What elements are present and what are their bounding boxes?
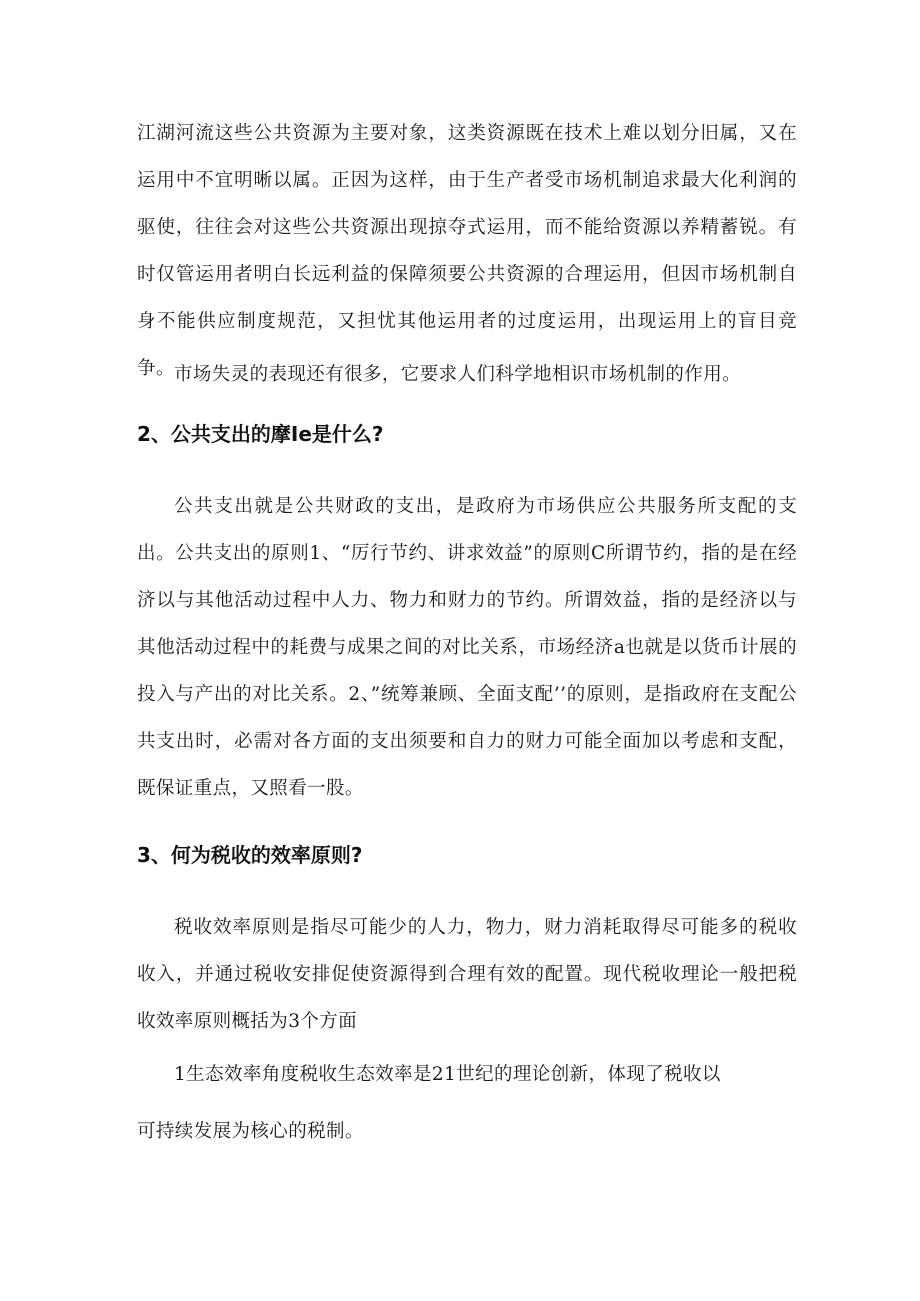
paragraph-sustainable-tax: 可持续发展为核心的税制。 bbox=[137, 1121, 364, 1142]
heading-question-3: 3、何为税收的效率原则? bbox=[137, 843, 363, 867]
paragraph-market-failure: 市场失灵的表现还有很多，它要求人们科学地相识市场机制的作用。 bbox=[174, 364, 742, 385]
paragraph-tax-efficiency: 税收效率原则是指尽可能少的人力，物力，财力消耗取得尽可能多的税收收入，并通过税收安排促使资源得到合理有效的配置。现代税收理论一般把税收效率原则概括为3个方面 bbox=[137, 917, 797, 1032]
heading-question-2: 2、公共支出的摩Ie是什么? bbox=[137, 422, 384, 446]
paragraph-ecological-efficiency: 1生态效率角度税收生态效率是21世纪的理论创新，体现了税收以 bbox=[174, 1064, 721, 1085]
paragraph-resource-overuse: 江湖河流这些公共资源为主要对象，这类资源既在技术上难以划分旧属，又在运用中不宜明晰以属。正因为这样，由于生产者受市场机制追求最大化利润的驱使，往往会对这些公共资源出现掠夺式运用，而不能给资源以养精蓄锐。有时仅管运用者明白长远利益的保障须要公共资源的合理运用，但因市场机制自身不能供应制度规范，又担忧其他运用者的过度运用，出现运用上的盲目竞争。 bbox=[137, 123, 797, 379]
paragraph-public-expenditure: 公共支出就是公共财政的支出，是政府为市场供应公共服务所支配的支出。公共支出的原则1、“厉行节约、讲求效益”的原则C所谓节约，指的是在经济以与其他活动过程中人力、物力和财力的节约。所谓效益，指的是经济以与其他活动过程中的耗费与成果之间的对比关系，市场经济a也就是以货币计展的投入与产出的对比关系。2、”统筹兼顾、全面支配’’的原则，是指政府在支配公共支出时，必需对各方面的支出须要和自力的财力可能全面加以考虑和支配，既保证重点，又照看一股。 bbox=[137, 496, 797, 799]
